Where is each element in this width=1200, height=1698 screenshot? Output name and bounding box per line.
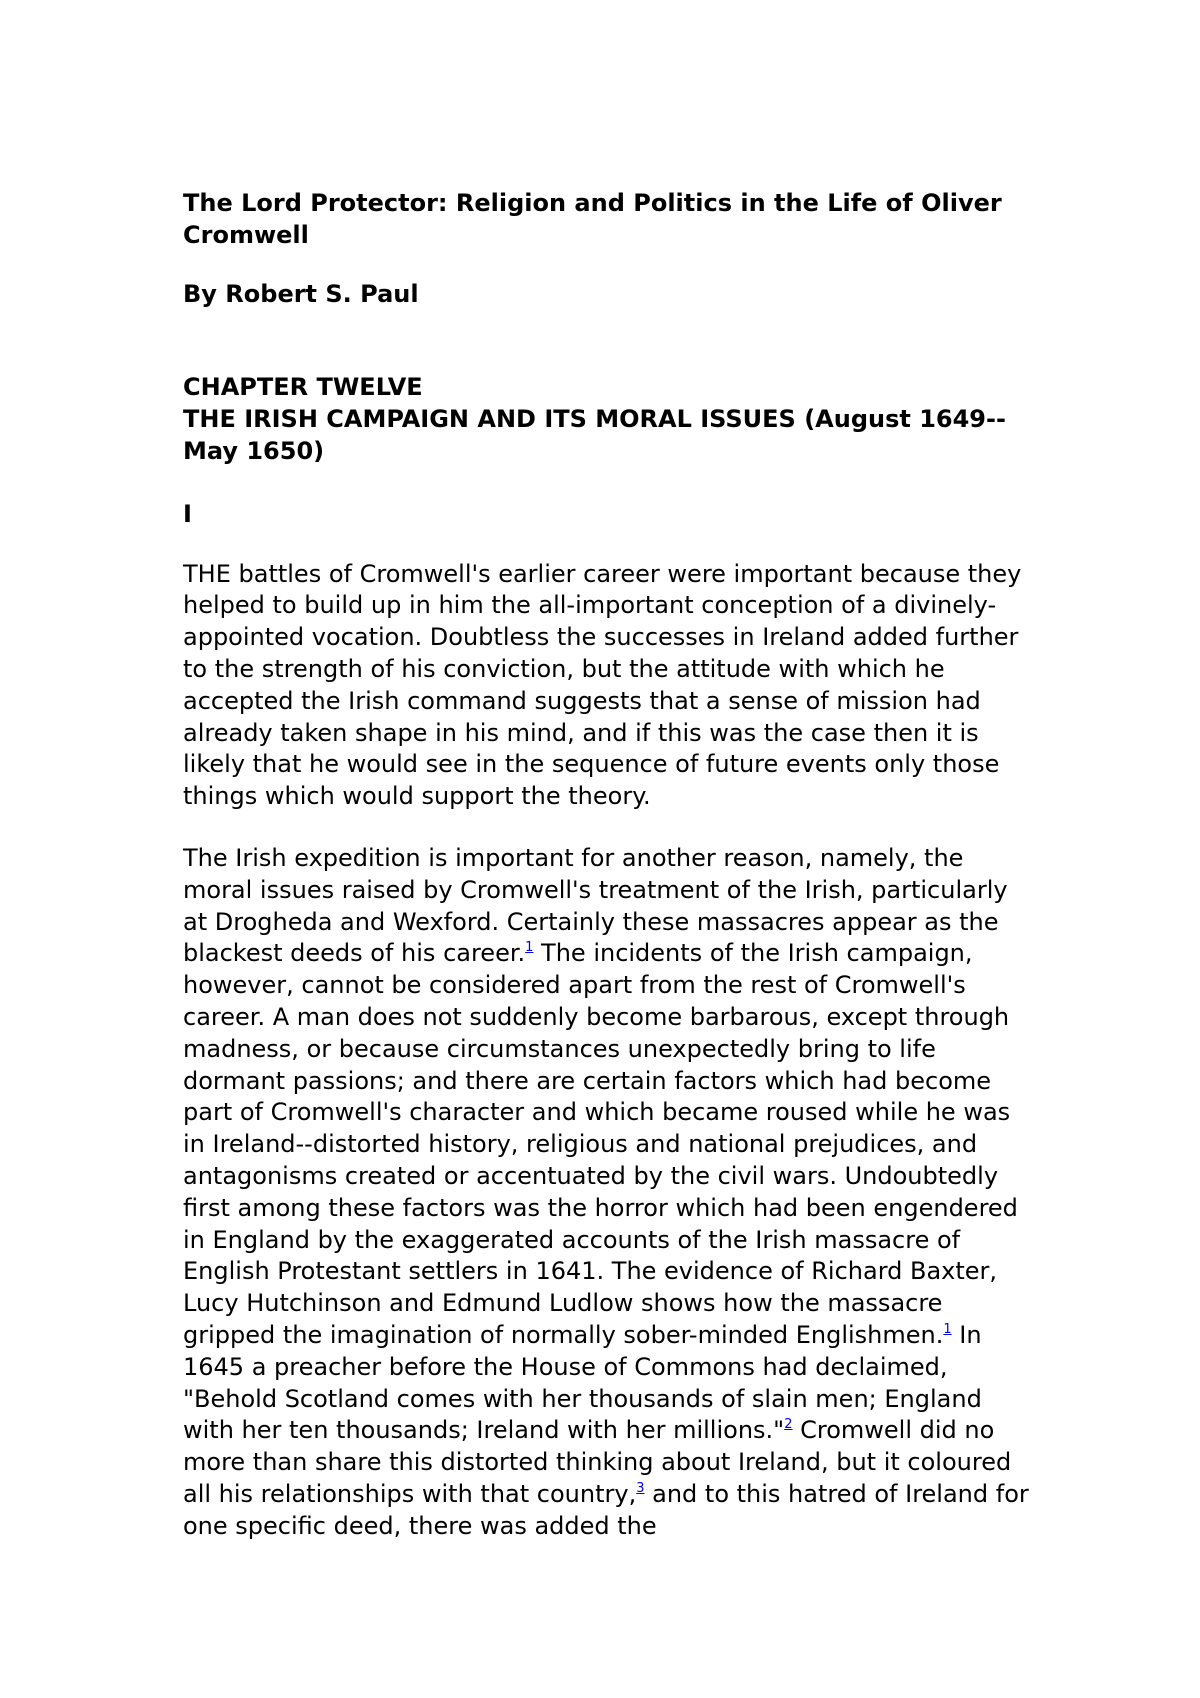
section-number: I: [183, 499, 192, 528]
paragraph-2-text-1: The Irish expedition is important for another reason, namely, the moral issues raised by Cromwell's treatment of the Irish, particularly at Drogheda and Wexford. Certainly these massacres appear as the blackest deeds of his career.: [183, 843, 1008, 968]
footnote-link-2[interactable]: 1: [943, 1321, 952, 1337]
document-page: [183, 188, 1033, 1542]
chapter-title: THE IRISH CAMPAIGN AND ITS MORAL ISSUES (August 1649--May 1650): [183, 405, 1006, 465]
chapter-label: CHAPTER TWELVE: [183, 373, 423, 402]
paragraph-2-text-2: The incidents of the Irish campaign, however, cannot be considered apart from the rest of Cromwell's career. A man does not suddenly become barbarous, except through madness, or because circumstances unexpectedly bring to life dormant passions; and there are certain factors which had become part of Cromwell's character and which became roused while he was in Ireland--distorted history, religious and national prejudices, and antagonisms created or accentuated by the civil wars. Undoubtedly first among these factors was the horror which had been engendered in England by the exaggerated accounts of the Irish massacre of English Protestant settlers in 1641. The evidence of Richard Baxter, Lucy Hutchinson and Edmund Ludlow shows how the massacre gripped the imagination of normally sober-minded Englishmen.: [183, 939, 1018, 1349]
paragraph-2-text-4: Cromwell did no more than share this distorted thinking about Ireland, but it coloured all his relationships with that country,: [183, 1416, 1012, 1508]
document-byline: By Robert S. Paul: [183, 279, 419, 308]
paragraph-2-text-5: and to this hatred of Ireland for one specific deed, there was added the: [183, 1479, 1029, 1540]
chapter-heading: [183, 372, 1033, 467]
document-title: The Lord Protector: Religion and Politics in the Life of Oliver Cromwell: [183, 189, 1002, 249]
footnote-link-4[interactable]: 3: [636, 1480, 645, 1496]
paragraph-1: THE battles of Cromwell's earlier career were important because they helped to build up in him the all-important conception of a divinely-appointed vocation. Doubtless the successes in Ireland added further to the strength of his conviction, but the attitude with which he accepted the Irish command suggests that a sense of mission had already taken shape in his mind, and if this was the case then it is likely that he would see in the sequence of future events only those things which would support the theory.: [183, 559, 1022, 811]
paragraph-2: [183, 843, 1033, 1543]
footnote-link-3[interactable]: 2: [784, 1417, 793, 1433]
footnote-link-1[interactable]: 1: [525, 940, 534, 956]
paragraph-2-text-3: In 1645 a preacher before the House of Commons had declaimed, "Behold Scotland comes with her thousands of slain men; England with her ten thousands; Ireland with her millions.": [183, 1320, 982, 1445]
